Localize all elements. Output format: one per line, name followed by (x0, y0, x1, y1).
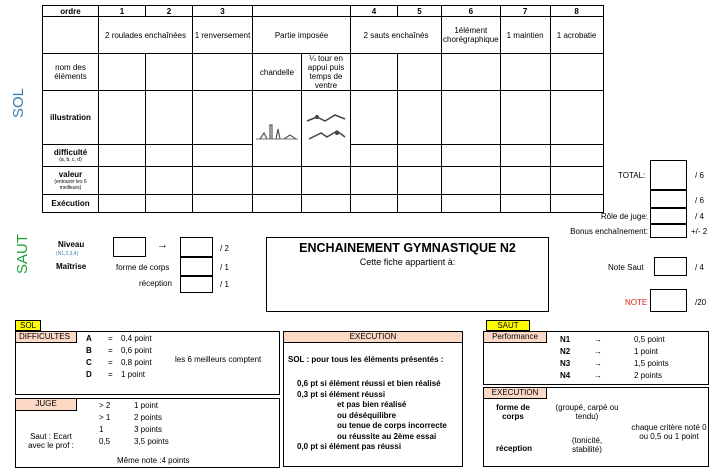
ordre-label: ordre (43, 6, 99, 17)
sol-vertical-label: SOL (10, 87, 27, 118)
niveau-box[interactable] (113, 237, 146, 257)
execution-line: 0,3 pt si élément réussi (297, 389, 386, 399)
note-max: /20 (695, 298, 707, 307)
elements-row: 2 roulades enchaînées 1 renversement Partie imposée 2 sauts enchaînés 1élément chorégraphique 1 maintien 1 acrobatie (43, 17, 604, 54)
forme-box[interactable] (180, 257, 213, 276)
total-label: TOTAL: (618, 171, 646, 180)
bonus-max: +/- 2 (691, 227, 708, 236)
exec-max: / 6 (695, 196, 704, 205)
juge-same-note: Même note :4 points (117, 456, 190, 465)
exec-critere: chaque critère noté 0 ou 0,5 ou 1 point (631, 423, 707, 441)
execution-line: ou tenue de corps incorrecte (337, 421, 447, 430)
performance-points: 0,5 point (634, 335, 665, 344)
exec-forme-desc: (groupé, carpé ou tendu) (555, 403, 619, 421)
exec-reception-desc: (tonicité, stabilité) (571, 436, 603, 454)
valeur-row: valeur (entourer les 6 meilleurs) (43, 167, 604, 195)
total-box[interactable] (650, 160, 687, 190)
arrow-icon: → (594, 359, 602, 368)
exec-score-box[interactable] (650, 190, 687, 208)
execution-line: 0,0 pt si élément pas réussi (297, 442, 402, 451)
juge-points: 1 point (134, 401, 159, 410)
difficulty-value: 0,4 point (121, 334, 152, 343)
elements-table (42, 5, 604, 213)
arrow-icon: → (594, 371, 602, 380)
sol-tag: SOL (15, 320, 41, 331)
owner-label: Cette fiche appartient à: (359, 257, 456, 267)
juge-ecart: > 1 (99, 413, 111, 422)
reception-label: réception (139, 279, 172, 288)
juge-points: 2 points (134, 413, 163, 422)
performance-level: N2 (560, 347, 571, 356)
juge-points: 3 points (134, 425, 163, 434)
difficulty-value: 0,6 point (121, 346, 152, 355)
difficulty-value: 1 point (121, 370, 146, 379)
arrow-icon: → (157, 239, 168, 251)
niveau-label: Niveau (58, 240, 85, 249)
execution-row: Exécution (43, 195, 604, 213)
exec-reception-label: réception (496, 444, 533, 453)
saut-note-box[interactable] (654, 257, 687, 276)
saut-note-max: / 4 (695, 263, 704, 272)
title-box (266, 237, 549, 312)
difficultes-note: les 6 meilleurs comptent (175, 355, 262, 364)
execution-line: et pas bien réalisé (337, 400, 407, 409)
exec-forme-label: forme de corps (496, 403, 530, 421)
header-row: ordre 1 2 3 4 5 6 7 8 (43, 6, 604, 17)
performance-points: 2 points (634, 371, 663, 380)
difficulte-row: difficulté (a, b, c, d) (43, 145, 604, 167)
juge-ecart: 1 (99, 425, 104, 434)
niveau-sub: (N1,2,3,4) (56, 251, 79, 257)
difficulty-eq: = (108, 334, 113, 343)
juge-points: 3,5 points (134, 437, 169, 446)
bonus-label: Bonus enchaînement: (570, 227, 648, 236)
performance-level: N3 (560, 359, 571, 368)
juge-saut-label: Saut : Ecart avec le prof : (28, 432, 74, 450)
arrow-icon: → (594, 347, 602, 356)
reception-max: / 1 (220, 280, 229, 289)
gymnast-figure-icon (254, 113, 300, 143)
execution-saut-header: EXECUTION (483, 387, 547, 399)
niveau-max: / 2 (220, 244, 229, 253)
difficulty-letter: B (86, 346, 92, 355)
juge-header: JUGE (15, 398, 77, 411)
gymnast-sequence-icon (303, 109, 349, 147)
execution-line: ou réussite au 2ème essai (337, 431, 437, 441)
imposee-illustration-right (302, 91, 351, 167)
role-max: / 4 (695, 212, 704, 221)
forme-max: / 1 (220, 263, 229, 272)
difficulty-value: 0,8 point (121, 358, 152, 367)
saut-tag: SAUT (486, 320, 530, 331)
role-box[interactable] (650, 208, 687, 224)
role-label: Rôle de juge: (600, 212, 648, 221)
note-box[interactable] (650, 289, 687, 312)
saut-note-label: Note Saut (608, 263, 644, 272)
execution-header: EXECUTION (283, 331, 463, 343)
execution-line: ou déséquilibre (337, 410, 397, 420)
performance-header: Performance (483, 331, 547, 343)
reception-box[interactable] (180, 276, 213, 293)
difficulty-eq: = (108, 346, 113, 355)
note-label: NOTE (625, 298, 648, 307)
title-text: ENCHAINEMENT GYMNASTIQUE N2 (299, 241, 516, 255)
saut-vertical-label: SAUT (14, 233, 31, 274)
maitrise-label: Maîtrise (56, 262, 87, 271)
difficulty-eq: = (108, 370, 113, 379)
performance-level: N4 (560, 371, 571, 380)
execution-line: 0,6 pt si élément réussi et bien réalisé (297, 379, 441, 388)
execution-intro: SOL : pour tous les éléments présentés : (288, 355, 444, 364)
total-max: / 6 (695, 171, 704, 180)
difficulty-eq: = (108, 358, 113, 367)
difficultes-header: DIFFICULTES (15, 331, 77, 343)
performance-level: N1 (560, 335, 571, 344)
imposee-illustration-left (253, 91, 302, 167)
performance-points: 1 point (634, 347, 659, 356)
niveau-result-box[interactable] (180, 237, 213, 257)
forme-label: forme de corps (116, 263, 170, 272)
juge-ecart: > 2 (99, 401, 111, 410)
nom-row: nom des éléments chandelle ¼ tour en appui puis temps de ventre (43, 54, 604, 91)
bonus-box[interactable] (650, 224, 687, 238)
arrow-icon: → (594, 335, 602, 344)
illustration-row: illustration (43, 91, 604, 145)
juge-ecart: 0,5 (99, 437, 111, 446)
difficulty-letter: C (86, 358, 92, 367)
difficulty-letter: D (86, 370, 92, 379)
performance-points: 1,5 points (634, 359, 669, 368)
difficulty-letter: A (86, 334, 92, 343)
